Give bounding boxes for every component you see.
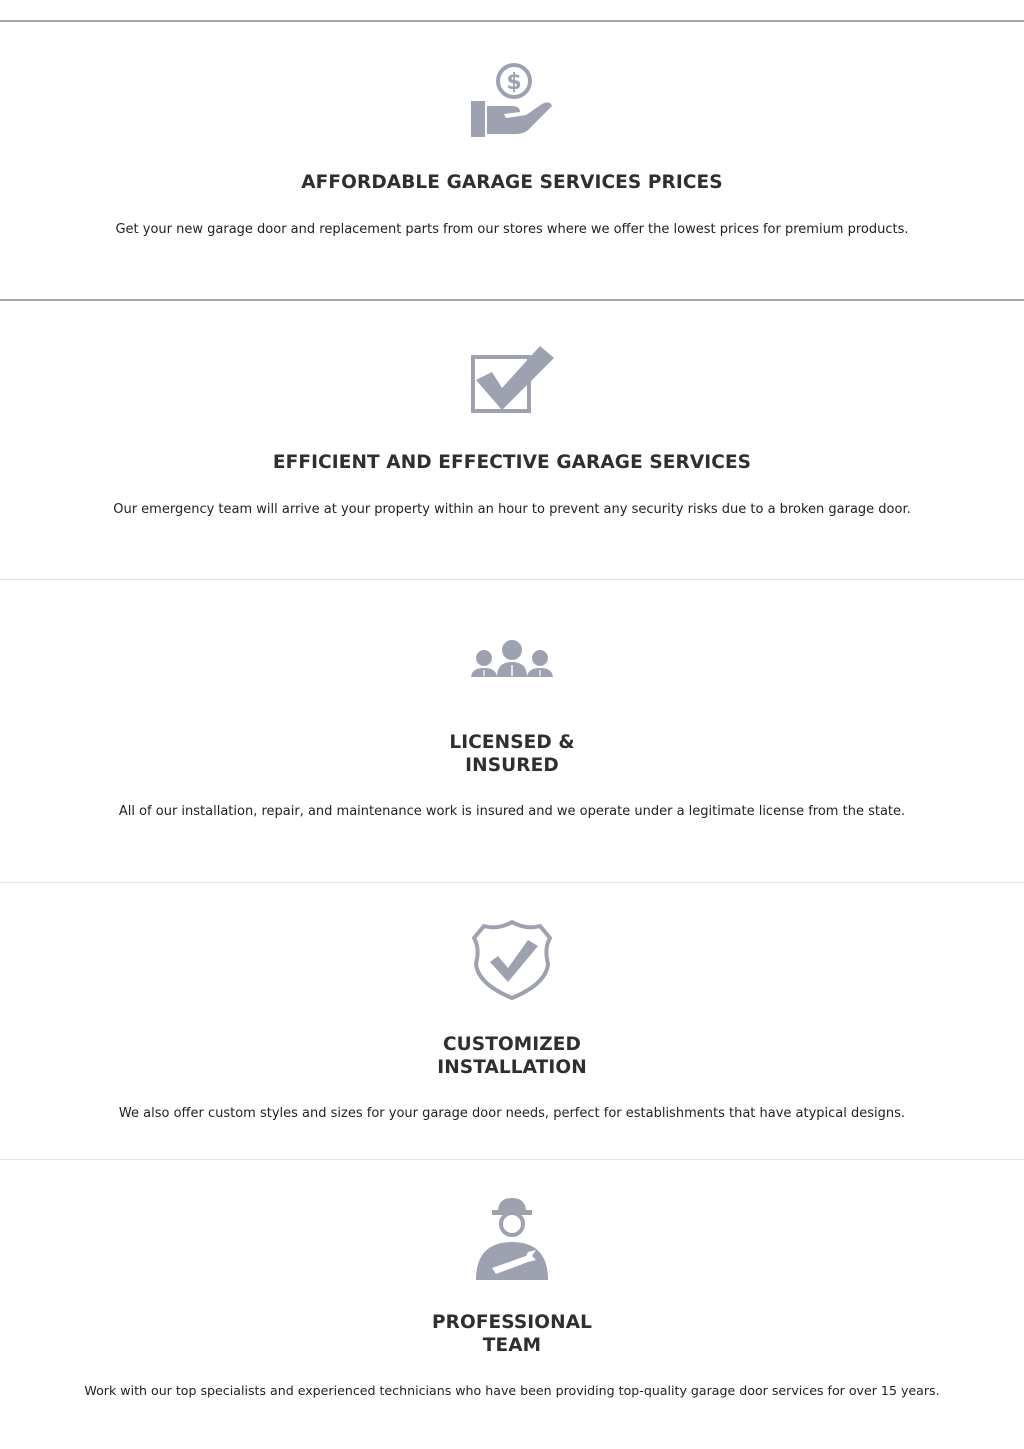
worker-wrench-icon (462, 1196, 562, 1280)
feature-description: All of our installation, repair, and maintenance work is insured and we operate under a legitimate license from the state. (118, 804, 906, 819)
feature-description: Work with our top specialists and experienced technicians who have been providing top-quality garage door services for over 15 years. (84, 1383, 940, 1398)
section-divider (0, 1159, 1024, 1160)
section-divider (0, 20, 1024, 22)
dollar-hand-icon (462, 60, 562, 144)
feature-title: LICENSED & INSURED (449, 732, 575, 776)
feature-title: EFFICIENT AND EFFECTIVE GARAGE SERVICES (272, 452, 752, 473)
feature-description: Get your new garage door and replacement parts from our stores where we offer the lowest prices for premium products. (115, 222, 909, 237)
team-people-icon (462, 630, 562, 714)
feature-title: AFFORDABLE GARAGE SERVICES PRICES (301, 172, 723, 193)
shield-check-icon (462, 918, 562, 1002)
feature-description: We also offer custom styles and sizes for your garage door needs, perfect for establishments that have atypical designs. (118, 1106, 906, 1121)
section-divider (0, 882, 1024, 883)
feature-description: Our emergency team will arrive at your property within an hour to prevent any security risks due to a broken garage door. (113, 502, 911, 517)
checkbox-check-icon (462, 340, 562, 424)
section-divider (0, 579, 1024, 580)
feature-title: PROFESSIONAL TEAM (431, 1312, 593, 1356)
feature-title: CUSTOMIZED INSTALLATION (437, 1034, 587, 1078)
section-divider (0, 299, 1024, 301)
svg-text:$: $ (506, 70, 522, 95)
